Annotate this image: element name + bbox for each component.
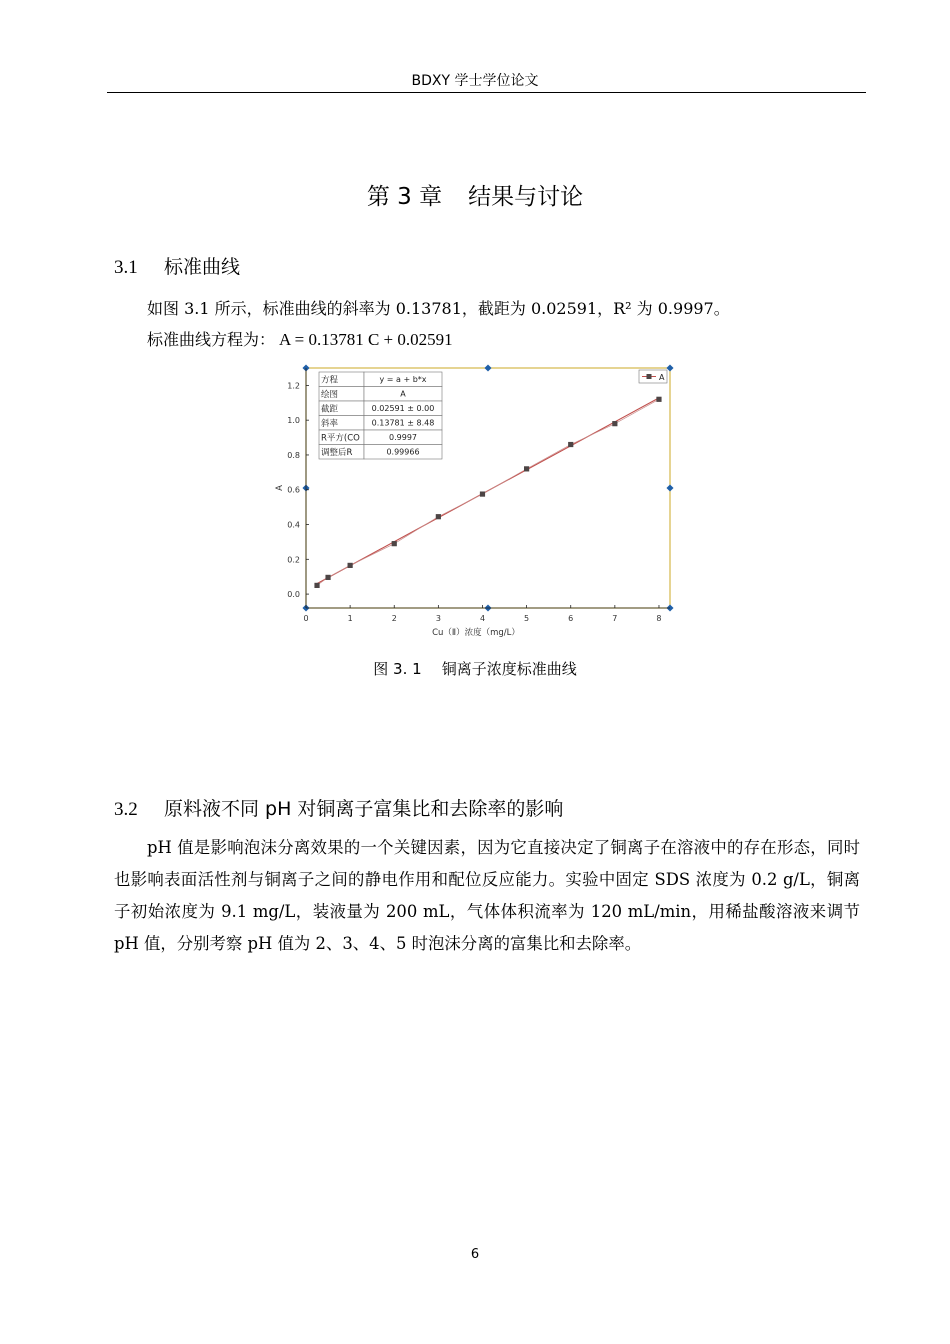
figure-number: 图 3. 1 [373,660,422,678]
y-tick-label: 0.4 [287,520,300,530]
section-title: 原料液不同 pH 对铜离子富集比和去除率的影响 [164,798,564,820]
section-heading-3-2 [114,794,563,821]
page-header: BDXY 学士学位论文 [411,73,539,89]
data-point [524,466,529,471]
figure-title: 铜离子浓度标准曲线 [441,660,577,678]
x-tick-label: 6 [568,614,574,623]
table-row-label: 截距 [321,404,339,415]
y-tick-label: 0.0 [287,590,300,600]
table-row-label: 方程 [321,375,339,386]
y-tick-label: 0.2 [287,555,300,565]
data-point [325,575,330,580]
data-point [480,491,485,496]
x-tick-label: 5 [524,614,530,623]
section-number: 3.2 [114,799,138,820]
resize-handle [666,364,673,371]
table-row-value: 0.02591 ± 0.00 [371,404,435,413]
chart-legend [639,370,667,383]
section-title: 标准曲线 [164,256,241,278]
section-number: 3.1 [114,257,138,278]
table-row-value: 0.99966 [386,447,420,457]
table-row-label: 调整后R [321,448,353,458]
table-row-label: R平方(CO [321,433,360,444]
x-tick-label: 8 [656,614,662,623]
y-tick-label: 0.8 [287,450,300,460]
x-tick-label: 1 [347,614,353,623]
data-point [392,541,397,546]
legend-label: A [659,373,665,382]
resize-handle [484,364,491,371]
standard-curve-chart [274,362,684,642]
resize-handle [666,484,673,491]
chapter-number: 第 3 章 [366,184,443,210]
paragraph-text: pH 值是影响泡沫分离效果的一个关键因素，因为它直接决定了铜离子在溶液中的存在形态，同时也影响表面活性剂与铜离子之间的静电作用和配位反应能力。实验中固定 SDS 浓度为 0.2 g/L，铜离子初始浓度为 9.1 mg/L，装液量为 200 mL，气体体积流率为 120 mL/min，用稀盐酸溶液来调节 pH 值，分别考察 pH 值为 2、3、4、5 时泡沫分离的富集比和去除率。 [114,838,860,953]
table-row-value: y = a + b*x [379,375,427,384]
header-rule [107,92,866,93]
table-row-value: 0.9997 [389,433,417,442]
data-point [568,442,573,447]
paragraph-ph-effect [114,832,860,960]
table-row-value: A [400,389,406,399]
x-tick-label: 0 [303,614,309,623]
x-tick-label: 4 [479,614,486,623]
y-tick-label: 1.2 [287,381,300,391]
x-axis-label: Cu（Ⅱ）浓度（mg/L） [432,628,520,638]
data-point [436,514,441,519]
data-point [348,563,353,568]
table-row-label: 绘图 [321,390,339,400]
fit-parameter-table [319,372,442,459]
equation-prefix: 标准曲线方程为： [147,330,276,349]
page-number: 6 [470,1247,480,1262]
figure-caption [0,658,950,679]
paragraph-equation [147,324,453,356]
legend-marker [647,374,652,379]
table-row-label: 斜率 [321,419,339,429]
data-point [656,397,661,402]
chapter-heading [0,178,950,211]
section-heading-3-1 [114,252,240,279]
x-tick-label: 7 [612,614,618,623]
equation: A = 0.13781 C + 0.02591 [279,330,453,349]
x-tick-label: 2 [391,614,397,623]
y-tick-label: 1.0 [287,416,300,426]
data-point [612,421,617,426]
x-tick-label: 3 [435,614,441,623]
paragraph-slope: 如图 3.1 所示，标准曲线的斜率为 0.13781，截距为 0.02591，R² 为 0.9997。 [147,299,730,318]
chapter-title: 结果与讨论 [468,184,584,210]
data-point [314,583,319,588]
y-axis-label: A [275,485,285,491]
y-tick-label: 0.6 [287,485,300,495]
table-row-value: 0.13781 ± 8.48 [371,418,435,428]
